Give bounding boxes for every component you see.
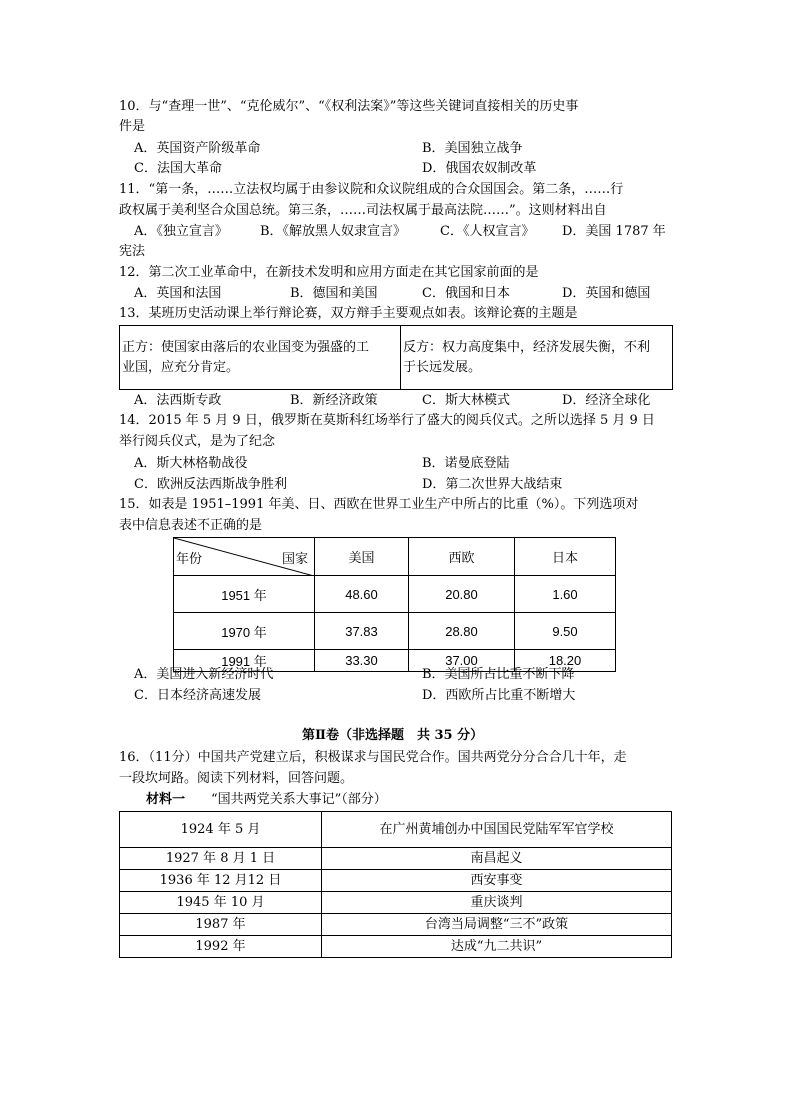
q15-row-japan: 18.20 (515, 650, 616, 672)
q11-option-c: C．《人权宣言》 (440, 224, 535, 239)
q16-stem-line1: 16．（11分）中国共产党建立后，积极谋求与国民党合作。国共两党分分合合几十年，走 (119, 750, 627, 765)
q11-option-a: A．《独立宣言》 (134, 224, 228, 239)
q12-option-b: B．德国和美国 (290, 286, 378, 301)
table-row (120, 870, 672, 892)
table-row (120, 812, 672, 848)
section-2-title: 第Ⅱ卷（非选择题 共 35 分） (302, 728, 484, 743)
q15-row-year: 1991 年 (174, 650, 315, 672)
q15-header-usa: 美国 (315, 538, 409, 576)
q15-option-c: C．日本经济高速发展 (134, 688, 261, 703)
table-row (120, 914, 672, 936)
q13-stem: 13．某班历史活动课上举行辩论赛，双方辩手主要观点如表。该辩论赛的主题是 (119, 306, 578, 321)
q13-con-line1: 反方：权力高度集中，经济发展失衡，不利 (403, 339, 651, 355)
q11-option-b: B．《解放黑人奴隶宣言》 (260, 224, 407, 239)
q12-option-c: C．俄国和日本 (422, 286, 510, 301)
q14-option-b: B．诺曼底登陆 (422, 456, 510, 471)
q16-event-date: 1945 年 10 月 (120, 892, 322, 914)
q13-pro-cell (120, 326, 401, 390)
q12-option-a: A．英国和法国 (134, 286, 222, 301)
table-row (120, 936, 672, 958)
q15-row-year: 1970 年 (174, 613, 315, 650)
q16-stem-line2: 一段坎坷路。阅读下列材料，回答问题。 (119, 771, 354, 786)
q13-option-a: A．法西斯专政 (134, 393, 222, 408)
q16-event-desc: 在广州黄埔创办中国国民党陆军军官学校 (322, 812, 672, 848)
q16-event-date: 1936 年 12 月12 日 (120, 870, 322, 892)
q15-row-usa: 37.83 (315, 613, 409, 650)
q13-pro-line1: 正方：使国家由落后的农业国变为强盛的工 (122, 339, 370, 355)
q16-event-desc: 南昌起义 (322, 848, 672, 870)
q16-event-desc: 台湾当局调整“三不”政策 (322, 914, 672, 936)
q16-event-date: 1924 年 5 月 (120, 812, 322, 848)
q13-option-d: D．经济全球化 (562, 393, 651, 408)
q15-option-b: B．美国所占比重不断下降 (422, 667, 575, 682)
q10-stem-line2: 件是 (119, 119, 146, 134)
q16-event-desc: 西安事变 (322, 870, 672, 892)
q13-option-b: B．新经济政策 (290, 393, 378, 408)
q15-data-table (173, 537, 616, 672)
q15-header-west-europe: 西欧 (409, 538, 515, 576)
q15-row-west-europe: 37.00 (409, 650, 515, 672)
q14-stem-line2: 举行阅兵仪式，是为了纪念 (119, 434, 276, 449)
q15-stem-line1: 15．如表是 1951–1991 年美、日、西欧在世界工业生产中所占的比重（%）。下列选项对 (119, 497, 639, 512)
q15-row-usa: 33.30 (315, 650, 409, 672)
q11-stem-line2: 政权属于美利坚合众国总统。第三条，……司法权属于最高法院……”。这则材料出自 (119, 203, 607, 218)
q15-stem-line2: 表中信息表述不正确的是 (119, 518, 263, 533)
table-row (174, 613, 616, 650)
q13-con-line2: 于长远发展。 (403, 359, 482, 375)
q15-corner-row-label: 年份 (176, 551, 203, 566)
q15-corner-cell (174, 538, 315, 576)
table-row (120, 892, 672, 914)
q12-stem: 12．第二次工业革命中，在新技术发明和应用方面走在其它国家前面的是 (119, 265, 539, 280)
q15-option-d: D．西欧所占比重不断增大 (422, 688, 576, 703)
q15-header-japan: 日本 (515, 538, 616, 576)
q15-row-usa: 48.60 (315, 576, 409, 613)
table-row (174, 576, 616, 613)
q11-option-d-cont: 宪法 (119, 244, 146, 259)
q15-row-japan: 1.60 (515, 576, 616, 613)
q11-stem-line1: 11．“第一条，……立法权均属于由参议院和众议院组成的合众国国会。第二条，……行 (119, 182, 624, 197)
q12-option-d: D．英国和德国 (562, 286, 651, 301)
q16-event-date: 1992 年 (120, 936, 322, 958)
q16-material-label: 材料一 (146, 792, 186, 807)
q15-row-west-europe: 20.80 (409, 576, 515, 613)
q15-row-japan: 9.50 (515, 613, 616, 650)
q15-corner-col-label: 国家 (281, 551, 308, 566)
q10-option-a: A．英国资产阶级革命 (134, 141, 261, 156)
q13-con-cell (401, 326, 673, 390)
q13-option-c: C．斯大林模式 (422, 393, 510, 408)
q15-row-year: 1951 年 (174, 576, 315, 613)
table-header-row (174, 538, 616, 576)
q14-option-d: D．第二次世界大战结束 (422, 477, 563, 492)
q16-event-desc: 达成“九二共识” (322, 936, 672, 958)
q16-event-desc: 重庆谈判 (322, 892, 672, 914)
q14-stem-line1: 14．2015 年 5 月 9 日，俄罗斯在莫斯科红场举行了盛大的阅兵仪式。之所以选择 5 月 9 日 (119, 413, 655, 428)
q10-stem-line1: 10．与“查理一世”、“克伦威尔”、“《权利法案》”等这些关键词直接相关的历史事 (119, 99, 579, 114)
q13-pro-line2: 业国，应充分肯定。 (122, 359, 240, 375)
q13-debate-table (119, 325, 673, 390)
q15-row-west-europe: 28.80 (409, 613, 515, 650)
q11-option-d: D．美国 1787 年 (562, 224, 666, 239)
q15-option-a: A．美国进入新经济时代 (134, 667, 274, 682)
table-row (120, 848, 672, 870)
q10-option-c: C．法国大革命 (134, 161, 222, 176)
q10-option-d: D．俄国农奴制改革 (422, 161, 537, 176)
q16-event-date: 1927 年 8 月 1 日 (120, 848, 322, 870)
q14-option-c: C．欧洲反法西斯战争胜利 (134, 477, 287, 492)
q16-event-date: 1987 年 (120, 914, 322, 936)
q10-option-b: B．美国独立战争 (422, 141, 523, 156)
q14-option-a: A．斯大林格勒战役 (134, 456, 248, 471)
q16-events-table (119, 811, 672, 958)
q16-material-title: “国共两党关系大事记”（部分） (211, 792, 387, 807)
